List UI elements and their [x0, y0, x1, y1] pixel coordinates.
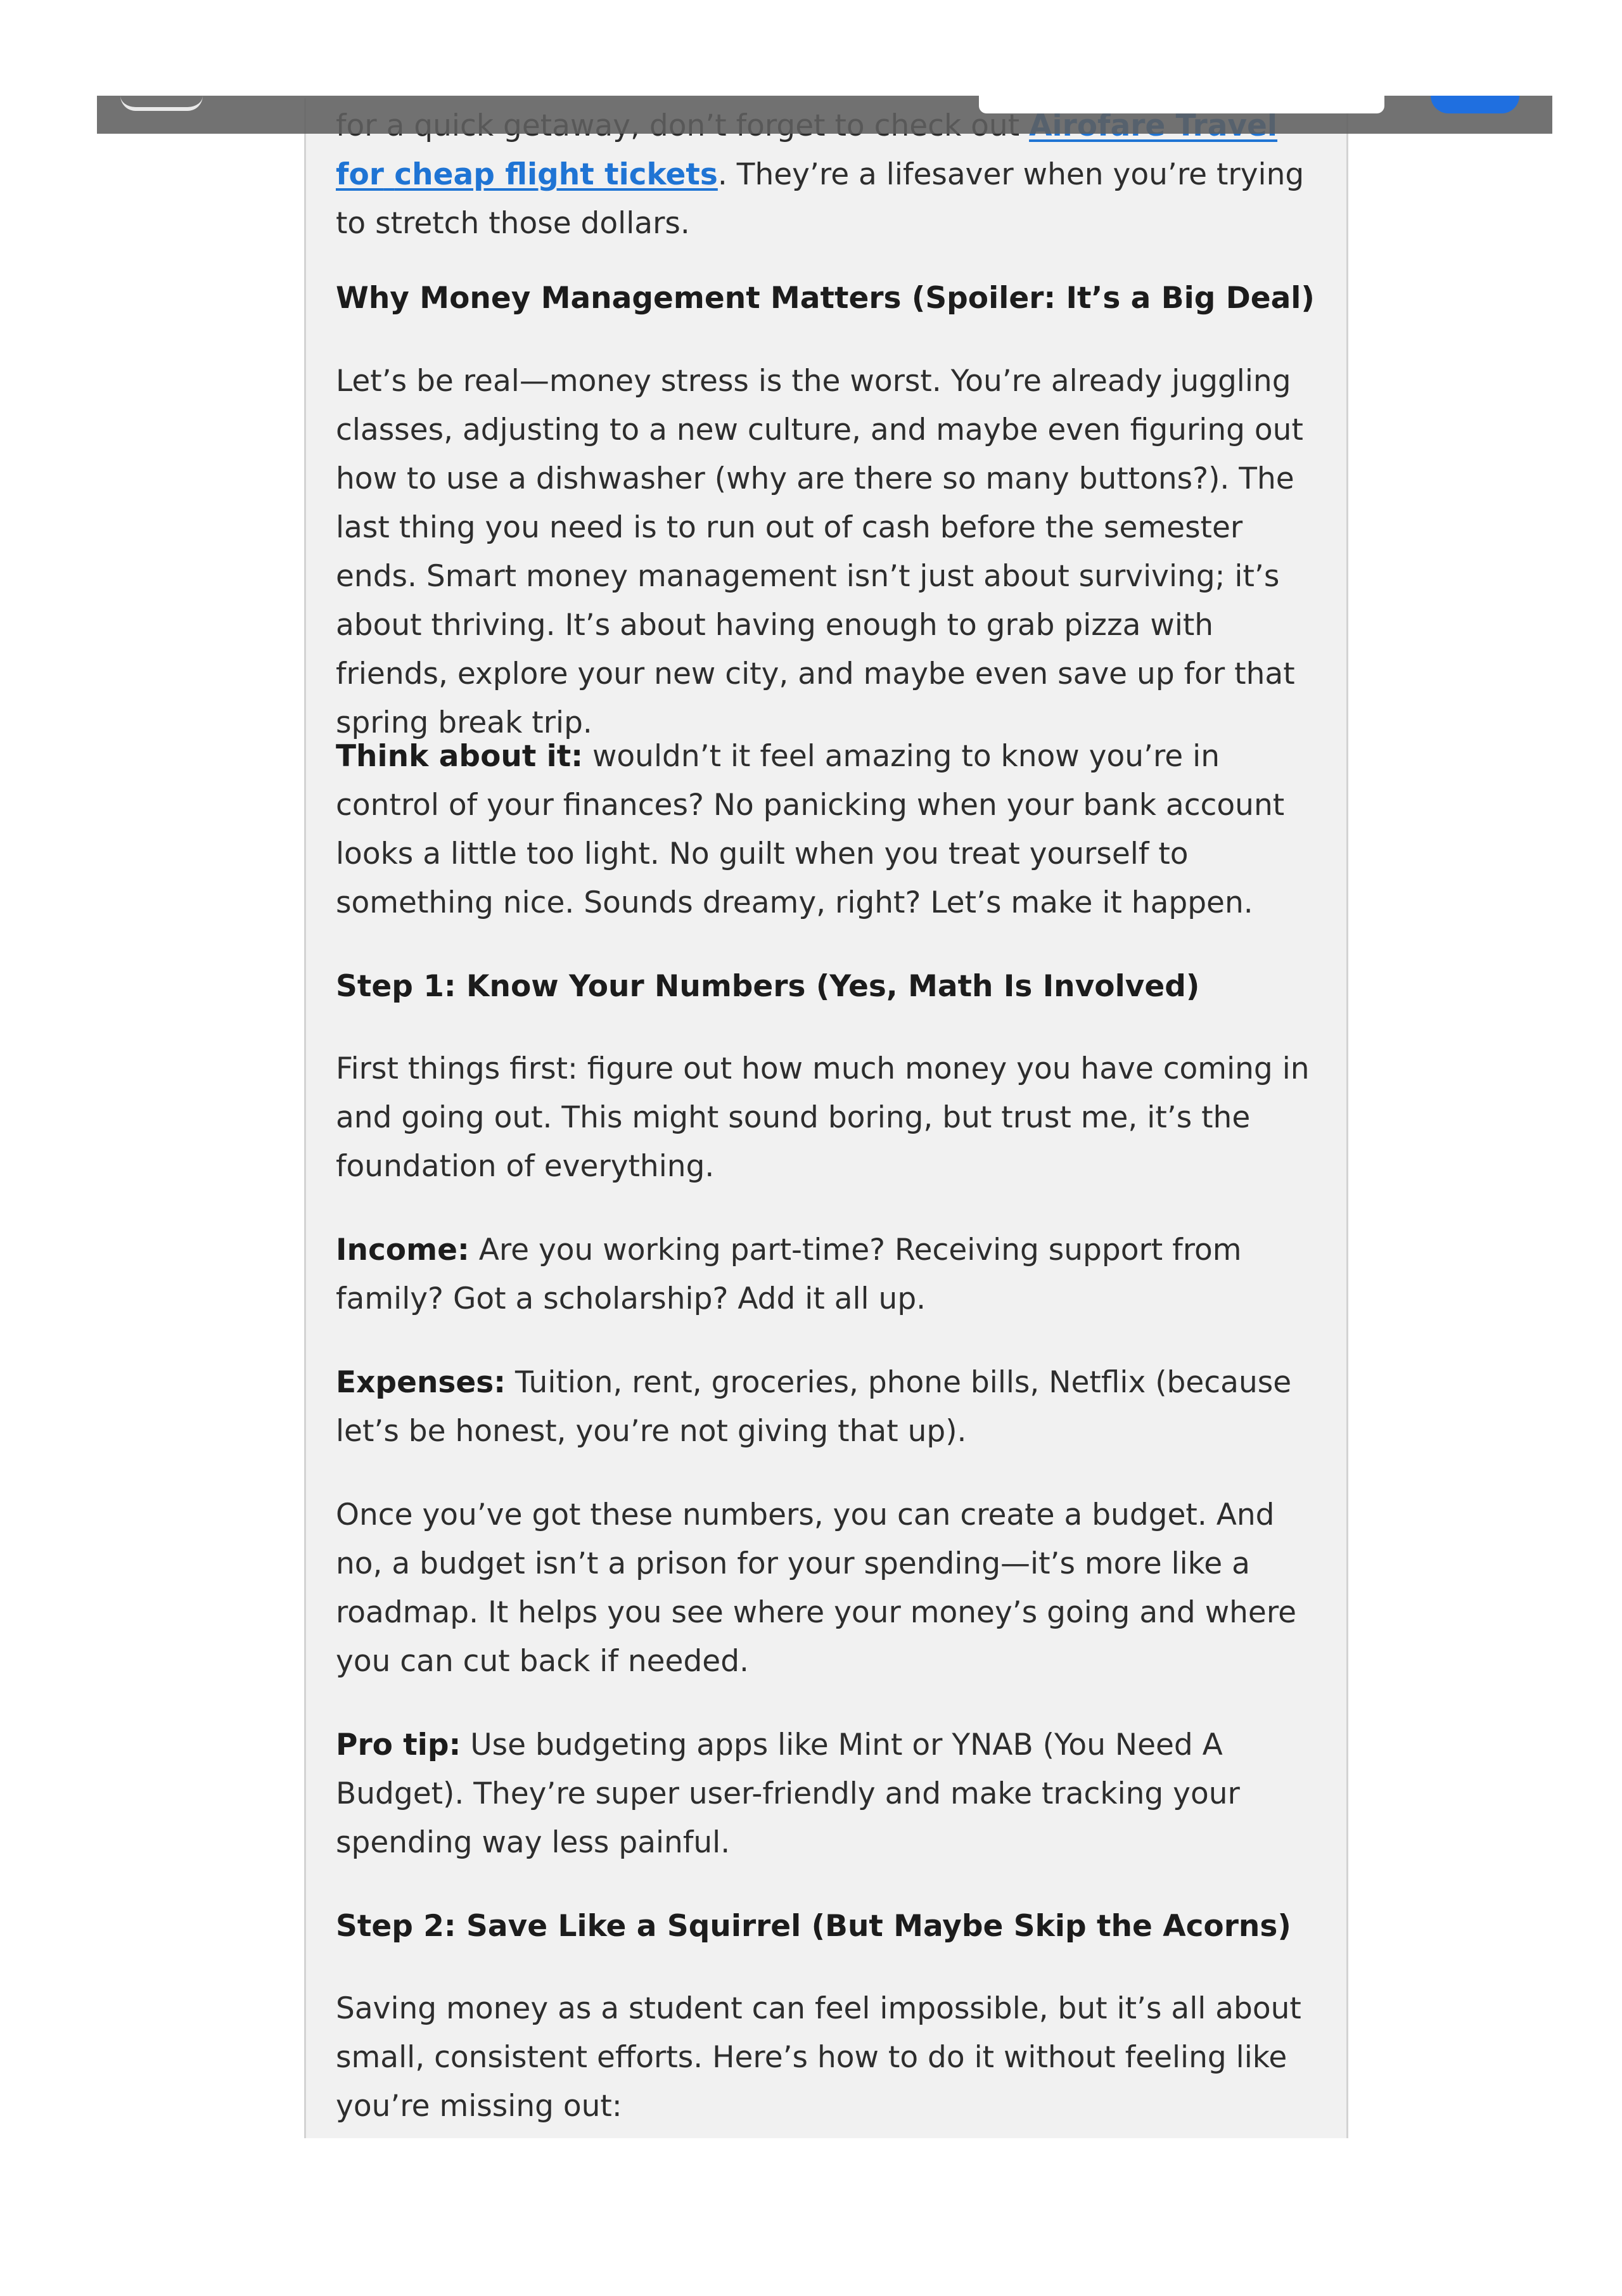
user-avatar-icon[interactable] — [1431, 96, 1519, 113]
heading-step-2: Step 2: Save Like a Squirrel (But Maybe Skip the Acorns) — [336, 1909, 1291, 1944]
protip-text: Use budgeting apps like Mint or YNAB (You Need A Budget). They’re super user-friendly and make tracking your spending way less painful. — [336, 1728, 1240, 1860]
protip-lead: Pro tip: — [336, 1728, 461, 1762]
site-logo-icon[interactable] — [120, 96, 203, 111]
airofare-travel-link[interactable]: for cheap flight tickets — [336, 157, 718, 192]
paragraph-budget: Once you’ve got these numbers, you can create a budget. And no, a budget isn’t a prison for your spending—it’s more like a roadmap. It helps you see where your money’s going and where you can cut back if needed. — [336, 1498, 1297, 1679]
think-lead: Think about it: — [336, 739, 584, 774]
paragraph-first-things: First things first: figure out how much money you have coming in and going out. This might sound boring, but trust me, it’s the foundation of everything. — [336, 1051, 1310, 1184]
expenses-lead: Expenses: — [336, 1365, 506, 1400]
search-input[interactable] — [979, 96, 1384, 113]
paragraph-saving: Saving money as a student can feel impossible, but it’s all about small, consistent efforts. Here’s how to do it without feeling like you’re missing out: — [336, 1991, 1301, 2124]
think-text: wouldn’t it feel amazing to know you’re in control of your finances? No panicking when your bank account looks a little too light. No guilt when you treat yourself to something nice. Sounds dreamy, right? Let’s make it happen. — [336, 739, 1285, 920]
heading-step-1: Step 1: Know Your Numbers (Yes, Math Is Involved) — [336, 969, 1200, 1004]
heading-why-money-management: Why Money Management Matters (Spoiler: It’s a Big Deal) — [336, 281, 1315, 316]
paragraph-expenses — [336, 1358, 1318, 1456]
expenses-text: Tuition, rent, groceries, phone bills, Netflix (because let’s be honest, you’re not giving that up). — [336, 1365, 1292, 1449]
paragraph-income — [336, 1226, 1318, 1323]
paragraph-money-stress: Let’s be real—money stress is the worst. You’re already juggling classes, adjusting to a new culture, and maybe even figuring out how to use a dishwasher (why are there so many buttons?). The last thing you need is to run out of cash before the semester ends. Smart money management isn’t just about surviving; it’s about thriving. It’s about having enough to grab pizza with friends, explore your new city, and maybe even save up for that spring break trip. — [336, 364, 1303, 740]
income-text: Are you working part-time? Receiving support from family? Got a scholarship? Add it all up. — [336, 1233, 1242, 1316]
income-lead: Income: — [336, 1233, 469, 1267]
paragraph-pro-tip — [336, 1721, 1318, 1867]
intro-suffix: . They’re a lifesaver when you’re trying to stretch those dollars. — [336, 157, 1305, 241]
paragraph-think-about-it — [336, 732, 1318, 927]
